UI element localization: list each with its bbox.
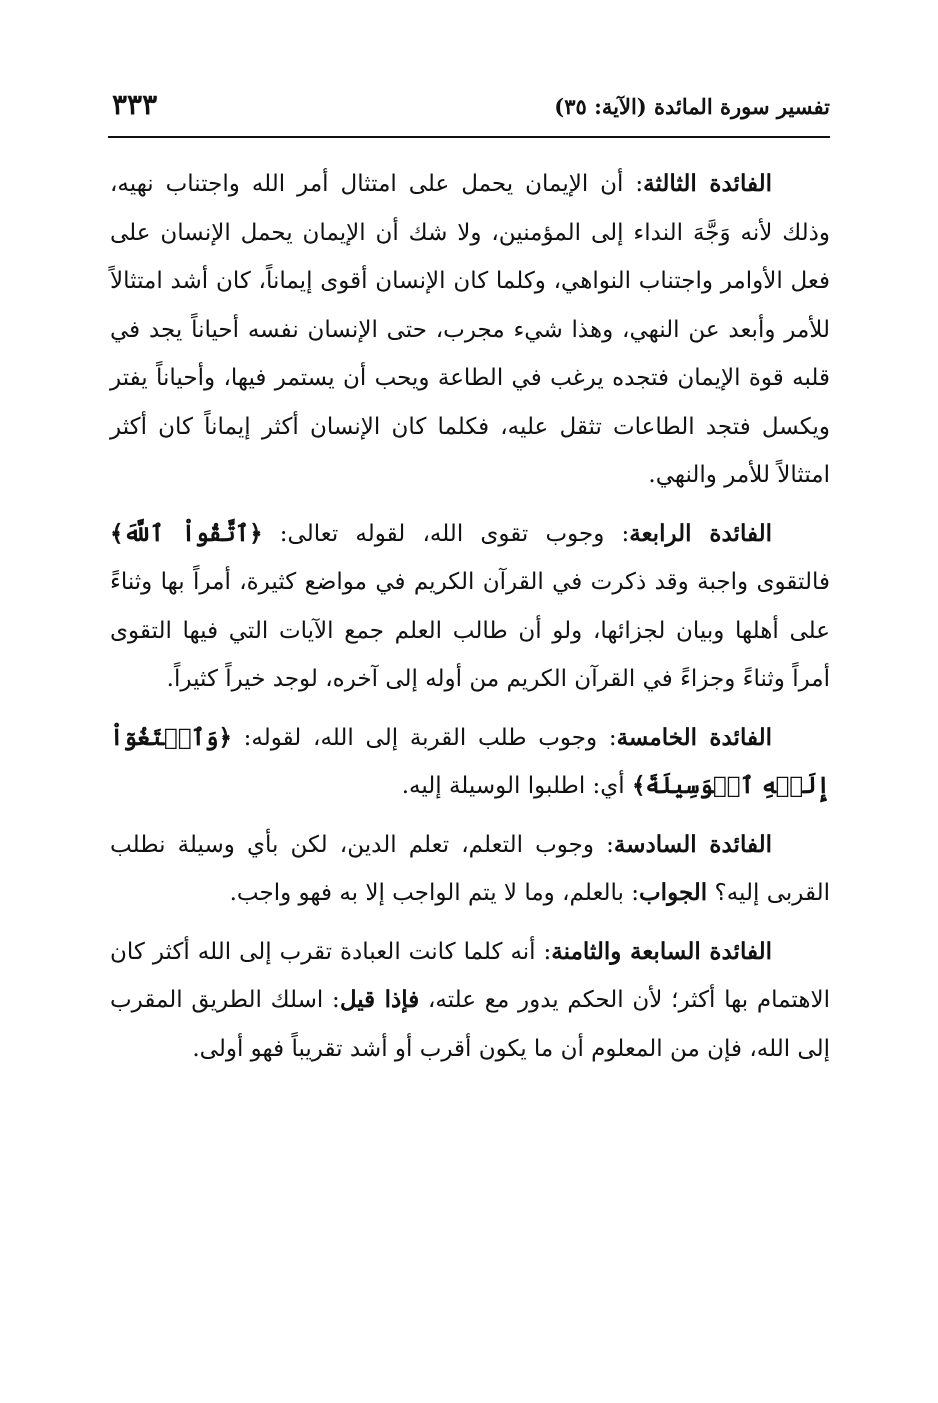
quran-verse: ﴿وَٱبۡتَغُوٓاْ إِلَيۡهِ ٱلۡوَسِيلَةَ﴾ [110,723,830,799]
benefit-heading: الفائدة السابعة والثامنة [551,937,772,965]
paragraph-text: أي: اطلبوا الوسيلة إليه. [401,773,633,799]
benefit-heading: الفائدة الثالثة [643,170,772,197]
header-rule [108,136,830,138]
paragraph-text: : وجوب طلب القربة إلى الله، لقوله: [231,724,617,751]
body-text [110,160,830,1083]
paragraph-benefit-4 [110,510,830,704]
paragraph-text: : بالعلم، وما لا يتم الواجب إلا به فهو واجب. [229,880,640,906]
page-number: ٣٣٣ [112,88,158,121]
running-title: تفسير سورة المائدة (الآية: ٣٥) [554,94,830,119]
benefit-heading: الفائدة الرابعة [629,519,772,547]
paragraph-benefit-6 [110,821,830,918]
page-header [108,88,830,132]
quran-verse: ﴿ٱتَّقُواْ ٱللَّهَ﴾ [110,519,263,547]
benefit-heading: الفائدة الخامسة [616,723,772,751]
paragraph-text: : أنه كلما كانت العبادة تقرب إلى الله أكثر كان الاهتمام بها أكثر؛ لأن الحكم يدور مع علته، [110,938,831,1013]
paragraph-text: : وجوب التعلم، تعلم الدين، لكن بأي وسيلة نطلب القربى إليه؟ [110,831,830,906]
benefit-heading: الفائدة السادسة [613,830,772,858]
if-said-label: فإذا قيل [339,986,420,1013]
paragraph-text: فالتقوى واجبة وقد ذكرت في القرآن الكريم في مواضع كثيرة، أمراً بها وثناءً على أهلها وبيان لجزائها، ولو أن طالب العلم جمع الآيات التي فيها التقوى أمراً وثناءً وجزاءً في القرآن الكريم من أوله إلى آخره، لوجد خيراً كثيراً. [110,569,830,692]
paragraph-benefit-5 [110,714,830,811]
paragraph-benefit-3 [110,160,830,500]
answer-label: الجواب [639,879,708,906]
paragraph-benefit-7-8 [110,928,830,1074]
paragraph-text: : أن الإيمان يحمل على امتثال أمر الله واجتناب نهيه، وذلك لأنه وَجَّهَ النداء إلى المؤمنين، ولا شك أن الإيمان يحمل الإنسان على فعل الأوامر واجتناب النواهي، وكلما كان الإنسان أقوى إيماناً، كان أشد امتثالاً للأمر وأبعد عن النهي، وهذا شيء مجرب، حتى الإنسان نفسه أحياناً يجد في قلبه قوة الإيمان فتجده يرغب في الطاعة ويحب أن يستمر فيها، وأحياناً يفتر ويكسل فتجد الطاعات تثقل عليه، فكلما كان الإنسان أكثر إيماناً كان أكثر امتثالاً للأمر والنهي. [110,171,830,488]
paragraph-text: : وجوب تقوى الله، لقوله تعالى: [262,520,630,547]
paragraph-text: : اسلك الطريق المقرب إلى الله، فإن من المعلوم أن ما يكون أقرب أو أشد تقريباً فهو أولى. [110,987,830,1062]
